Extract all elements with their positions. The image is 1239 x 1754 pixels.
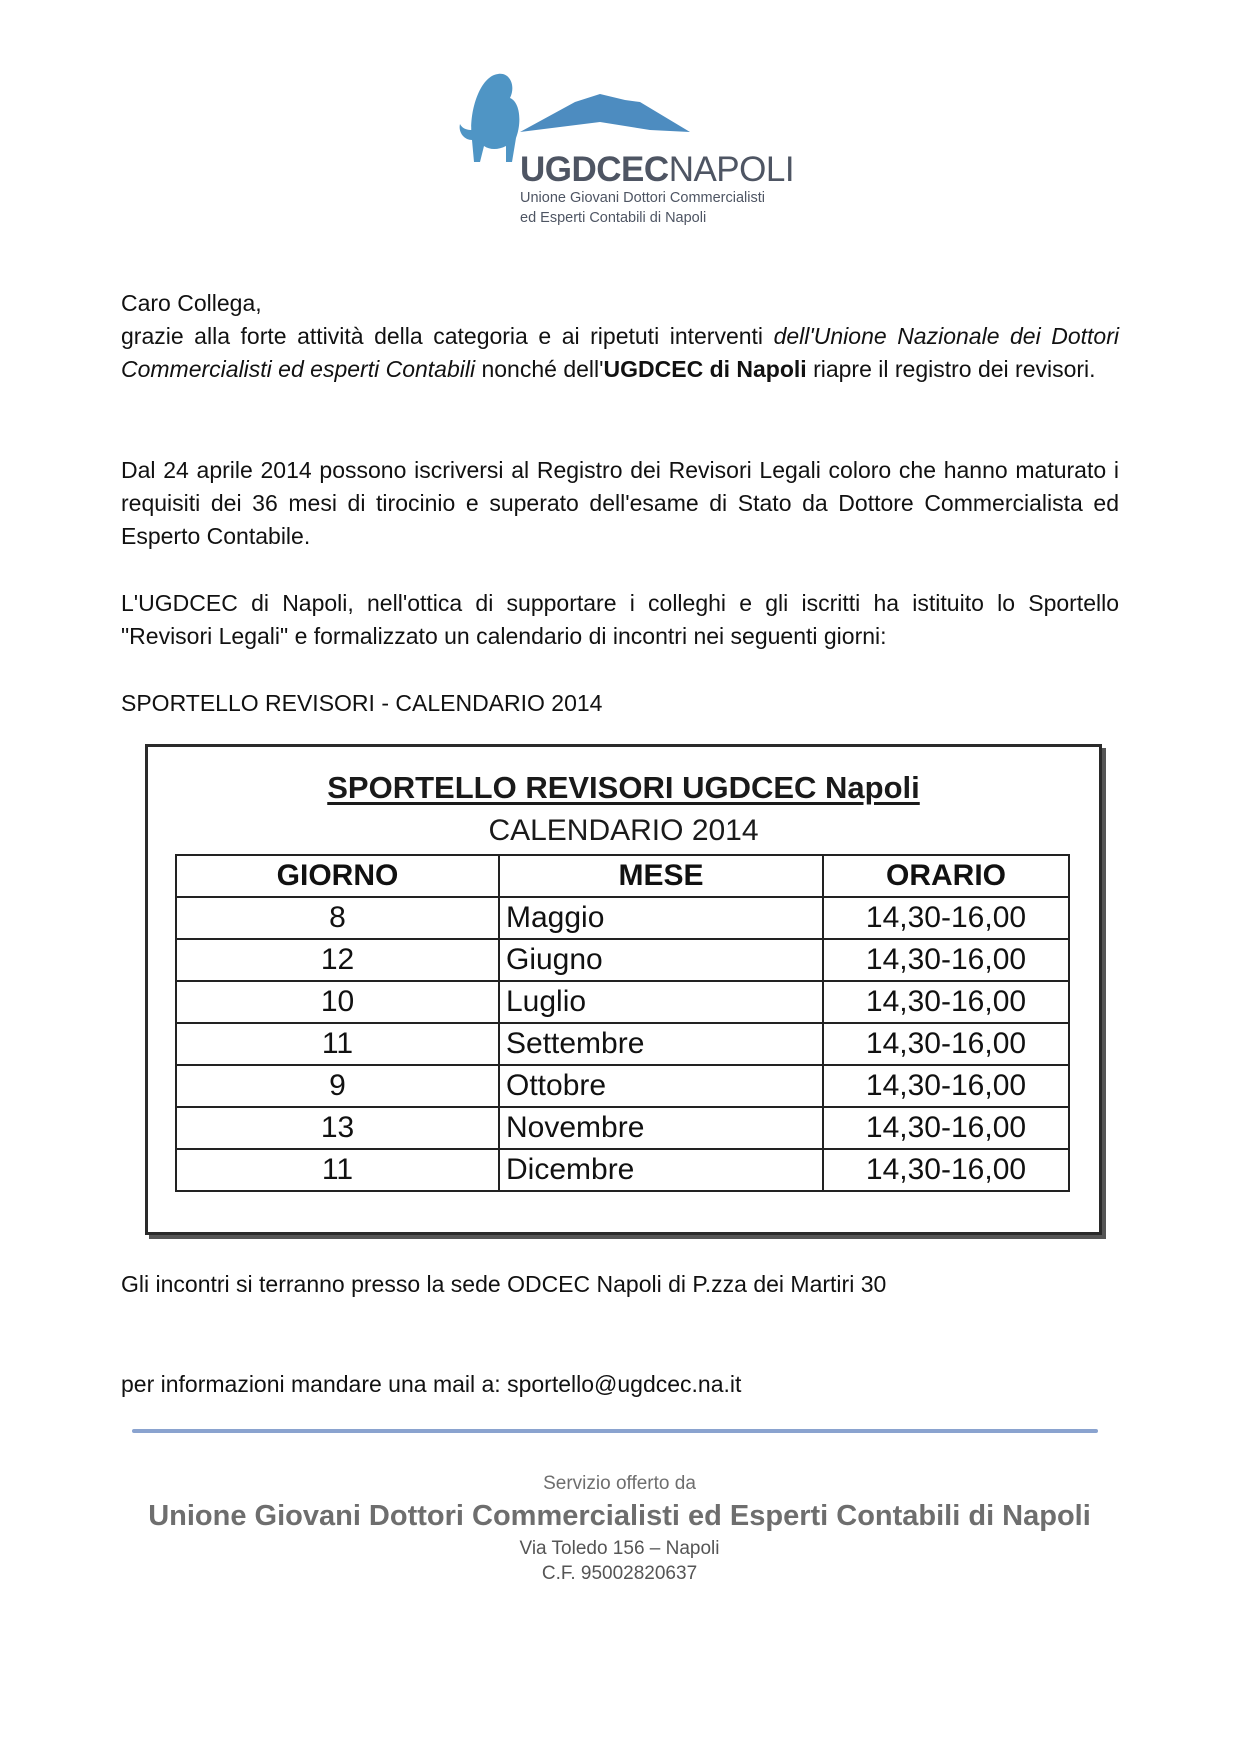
cell-mese: Luglio <box>499 981 823 1023</box>
meeting-location: Gli incontri si terranno presso la sede ODCEC Napoli di P.zza dei Martiri 30 <box>121 1271 887 1297</box>
calendar-table <box>175 854 1070 1192</box>
paragraph-reopen: grazie alla forte attività della categoria e ai ripetuti interventi dell'Unione Nazionale dei Dottori Commercialisti ed esperti Contabili nonché dell'UGDCEC di Napoli riapre il registro dei revisori. <box>121 323 1119 382</box>
calendar-title: SPORTELLO REVISORI UGDCEC Napoli <box>327 770 920 805</box>
contact-info: per informazioni mandare una mail a: sportello@ugdcec.na.it <box>121 1371 742 1397</box>
cell-orario: 14,30-16,00 <box>823 897 1069 939</box>
table-row <box>176 1107 1069 1149</box>
table-header-row <box>176 855 1069 897</box>
footer-tax-code: C.F. 95002820637 <box>541 1563 698 1584</box>
logo-subtitle-line1: Unione Giovani Dottori Commercialisti <box>520 190 765 206</box>
table-row <box>176 897 1069 939</box>
paragraph-sportello: L'UGDCEC di Napoli, nell'ottica di supportare i colleghi e gli iscritti ha istituito lo Sportello "Revisori Legali" e formalizzato un calendario di incontri nei seguenti giorni: <box>121 590 1119 649</box>
footer-service-line: Servizio offerto da <box>543 1473 696 1494</box>
header-giorno: GIORNO <box>176 855 499 897</box>
cell-mese: Settembre <box>499 1023 823 1065</box>
cell-orario: 14,30-16,00 <box>823 1023 1069 1065</box>
logo-subtitle-line2: ed Esperti Contabili di Napoli <box>520 210 707 226</box>
table-row <box>176 1065 1069 1107</box>
cell-giorno: 11 <box>176 1149 499 1191</box>
table-row <box>176 1023 1069 1065</box>
footer-organization: Unione Giovani Dottori Commercialisti ed Esperti Contabili di Napoli <box>148 1500 1091 1532</box>
table-row <box>176 981 1069 1023</box>
footer-address: Via Toledo 156 – Napoli <box>519 1538 720 1559</box>
table-row <box>176 1149 1069 1191</box>
greeting: Caro Collega, <box>121 290 262 316</box>
cell-mese: Maggio <box>499 897 823 939</box>
cell-orario: 14,30-16,00 <box>823 981 1069 1023</box>
paragraph-intro <box>121 287 1119 386</box>
cell-giorno: 12 <box>176 939 499 981</box>
cell-orario: 14,30-16,00 <box>823 1149 1069 1191</box>
cell-giorno: 10 <box>176 981 499 1023</box>
header-mese: MESE <box>499 855 823 897</box>
calendar-box <box>145 744 1102 1235</box>
calendar-heading: SPORTELLO REVISORI - CALENDARIO 2014 <box>121 690 603 716</box>
logo-name: UGDCECNAPOLI <box>520 150 795 189</box>
logo <box>450 72 800 232</box>
cell-giorno: 9 <box>176 1065 499 1107</box>
table-row <box>176 939 1069 981</box>
cell-orario: 14,30-16,00 <box>823 1107 1069 1149</box>
cell-orario: 14,30-16,00 <box>823 1065 1069 1107</box>
cell-giorno: 11 <box>176 1023 499 1065</box>
cell-mese: Giugno <box>499 939 823 981</box>
cell-orario: 14,30-16,00 <box>823 939 1069 981</box>
cell-giorno: 13 <box>176 1107 499 1149</box>
cell-mese: Novembre <box>499 1107 823 1149</box>
cell-giorno: 8 <box>176 897 499 939</box>
calendar-subtitle: CALENDARIO 2014 <box>488 814 759 847</box>
paragraph-registration: Dal 24 aprile 2014 possono iscriversi al Registro dei Revisori Legali coloro che hanno maturato i requisiti dei 36 mesi di tirocinio e superato dell'esame di Stato da Dottore Commercialista ed Esperto Contabile. <box>121 457 1119 549</box>
header-orario: ORARIO <box>823 855 1069 897</box>
footer-divider <box>132 1429 1098 1433</box>
cell-mese: Ottobre <box>499 1065 823 1107</box>
cell-mese: Dicembre <box>499 1149 823 1191</box>
